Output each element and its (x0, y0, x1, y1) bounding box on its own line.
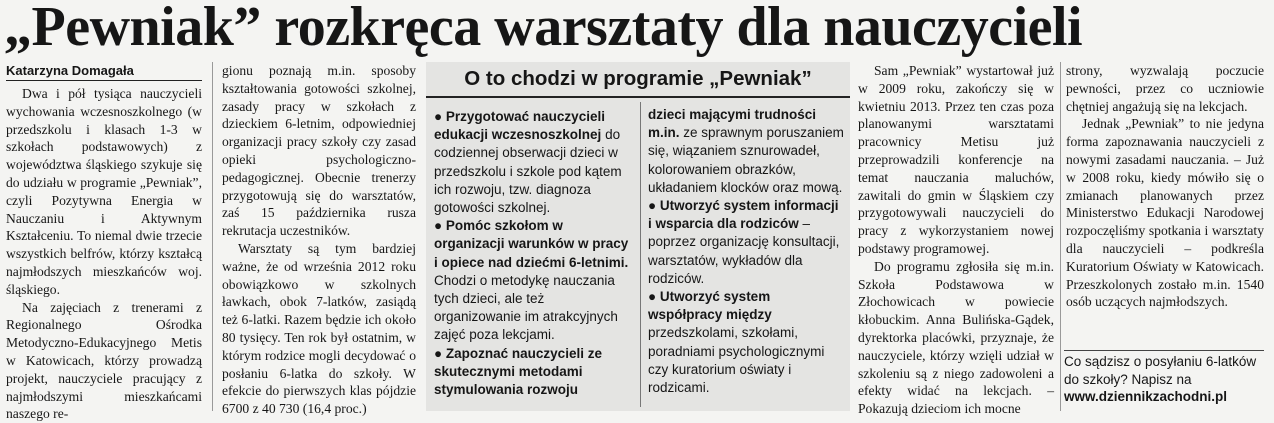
box-item-text: Chodzi o metodykę nauczania tych dzieci, ale też organizowanie im atrakcyjnych zajęć poza lekcjami. (434, 272, 618, 343)
box-item (648, 197, 844, 288)
website-link[interactable]: www.dziennikzachodni.pl (1064, 389, 1228, 404)
reader-question (1064, 350, 1264, 413)
box-item-text: do codziennej obserwacji dzieci w przedszkolu i szkole pod kątem ich rozwoju, tzw. diagnoza gotowości szkolnej. (434, 127, 622, 216)
column-rule (212, 62, 213, 411)
box-item-text: – poprzez organizację konsultacji, warsztatów, wykładów dla rodziców. (648, 216, 840, 286)
box-item (434, 345, 634, 400)
box-title: O to chodzi w programie „Pewniak” (426, 62, 850, 98)
box-item-lead: ● Pomóc szkołom w organizacji warunków w pracy i opiece nad dziećmi 6-letnimi. (434, 218, 629, 270)
paragraph: Warsztaty są tym bardziej ważne, że od września 2012 roku obowiązkowo w szkolnych ławkach, obok 7-latków, zasiądą też 6-latki. Razem będzie ich około 80 tysięcy. Ten rok był ostatnim, w którym rodzice mogli decydować o posłaniu 6-latka do szkoły. W efekcie do pierwszych klas pójdzie 6700 z 40 730 (16,4 proc.) (222, 240, 416, 417)
article-column-4 (858, 62, 1054, 417)
box-item-lead: ● Zapoznać nauczycieli ze skutecznymi metodami stymulowania rozwoju (434, 345, 602, 398)
paragraph: Sam „Pewniak” wystartował już w 2009 roku, zakończy się w kwietniu 2013. Przez ten czas poza planowanymi warsztatami pracownicy Metisu już przeprowadzili konferencje na temat nauczania maluchów, zawitali do gmin w Śląskiem czy przygotowywali nauczycieli do pracy z wykorzystaniem nowej podstawy programowej. (858, 63, 1054, 256)
paragraph: strony, wyzwalają poczucie pewności, przez co uczniowie chętniej angażują się na lekcjach. (1066, 63, 1264, 114)
box-item-text: ze sprawnym poruszaniem się, wiązaniem sznurowadeł, kolorowaniem obrazków, układaniem klocków oraz mową. (648, 125, 844, 195)
paragraph: Jednak „Pewniak” to nie jedyna forma zapoznawania nauczycieli z nowymi zasadami nauczania. – Już w 2008 roku, kiedy mówiło się o zmianach planowanych przez Ministerstwo Edukacji Narodowej rozpoczęliśmy spotkania i warsztaty dla nauczycieli – podkreśla Kuratorium Oświaty w Katowicach. Przeszkolonych zostało m.in. 1540 osób uczących najmłodszych. (1066, 116, 1264, 310)
box-item (434, 217, 634, 344)
column-rule (1060, 62, 1061, 411)
box-item (648, 288, 844, 397)
box-item-lead: dzieci mającymi trudności m.in. (648, 107, 817, 141)
box-item-lead: ● Utworzyć system informacji i wsparcia dla rodziców (648, 198, 839, 232)
box-column-left (434, 108, 634, 411)
box-item (648, 106, 844, 197)
article-column-1 (6, 62, 202, 422)
byline: Katarzyna Domagała (6, 62, 202, 81)
article-column-2 (222, 62, 416, 417)
program-info-box (426, 62, 850, 411)
box-item (434, 108, 634, 217)
box-column-right (648, 106, 844, 409)
box-column-rule (640, 102, 641, 407)
paragraph: Do programu zgłosiła się m.in. Szkoła Podstawowa w Złochowicach w powiecie kłobuckim. Anna Bulińska-Gądek, dyrektorka placówki, przyznaje, że nauczyciele, którzy wzięli udział w szkoleniu są z niego zadowoleni a efekty widać na lekcjach. – Pokazują dzieciom ich mocne (858, 258, 1054, 417)
box-item-lead: ● Utworzyć system współpracy między (648, 289, 772, 323)
article-column-5 (1066, 62, 1264, 344)
paragraph: Na zajęciach z trenerami z Regionalnego Ośrodka Metodyczno-Edukacyjnego Metis w Katowicach, którzy prowadzą projekt, nauczyciele pracujący z najmłodszymi mieszkańcami naszego re- (6, 299, 202, 422)
headline: „Pewniak” rozkręca warsztaty dla nauczycieli (4, 0, 1083, 58)
box-item-text: przedszkolami, szkołami, poradniami psychologicznymi czy kuratorium oświaty i rodzicami. (648, 325, 825, 396)
paragraph: gionu poznają m.in. sposoby kształtowania gotowości szkolnej, zasady pracy w szkołach z dzieckiem 6-letnim, odpowiedniej organizacji pracy szkoły czy zasad opieki psychologiczno-pedagogicznej. Obecnie trenerzy przygotowują się do warsztatów, zaś 15 października rusza rekrutacja uczestników. (222, 63, 416, 239)
paragraph: Dwa i pół tysiąca nauczycieli wychowania wczesnoszkolnego (w przedszkolu i klasach 1-3 w szkołach podstawowych) z województwa śląskiego szykuje się do udziału w programie „Pewniak”, czyli Pozytywna Energia w Nauczaniu i Aktywnym Kształceniu. To niemal dwie trzecie wszystkich belfrów, którzy kształcą najmłodszych mieszkańców woj. śląskiego. (6, 86, 202, 297)
box-item-lead: ● Przygotować nauczycieli edukacji wczesnoszkolnej (434, 109, 605, 143)
question-text: Co sądzisz o posyłaniu 6-latków do szkoły? Napisz na (1064, 354, 1257, 387)
